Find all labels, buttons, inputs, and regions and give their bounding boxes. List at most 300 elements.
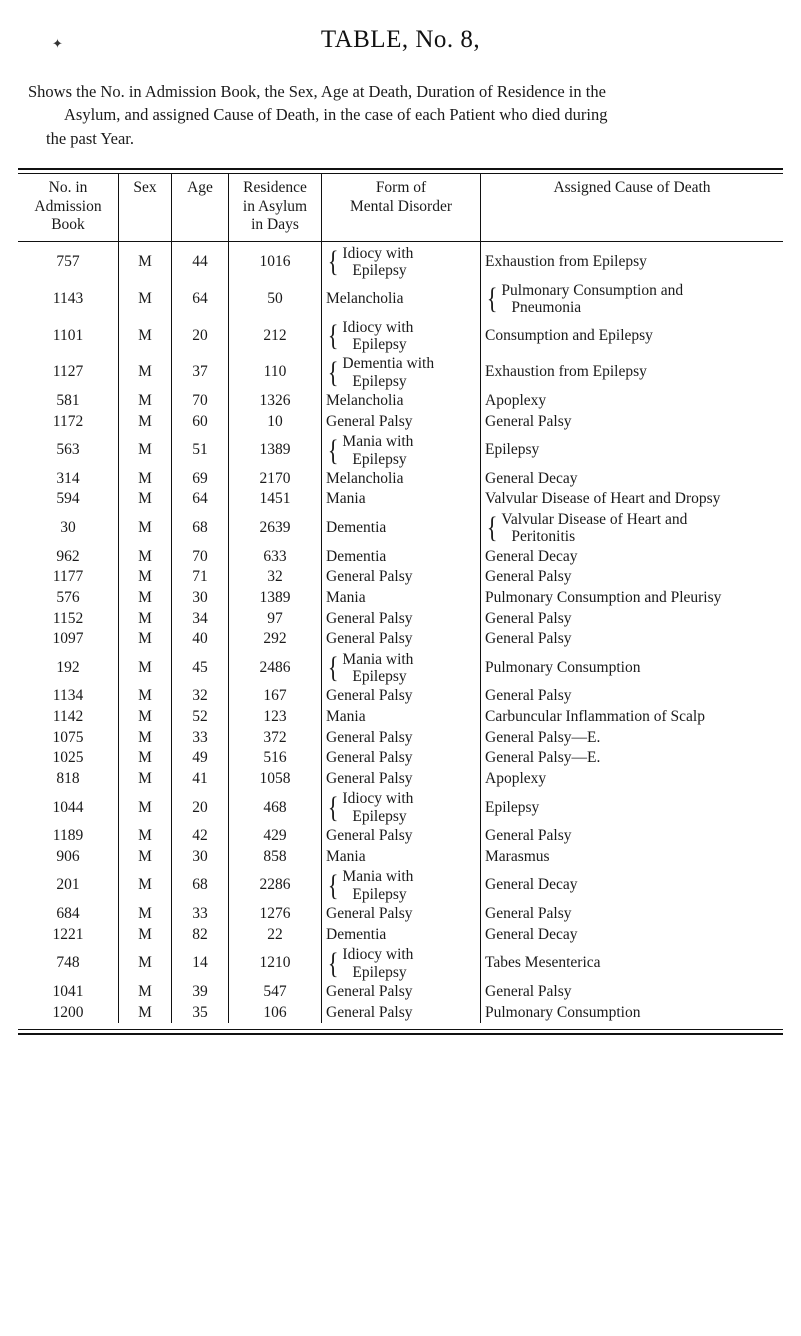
cell-assigned-cause-of-death-text: Exhaustion from Epilepsy bbox=[485, 363, 647, 381]
decorative-mark: ✦ bbox=[52, 36, 63, 51]
cell-assigned-cause-of-death bbox=[481, 686, 784, 707]
cell-form-of-mental-disorder bbox=[322, 945, 481, 982]
cell-sex: M bbox=[119, 826, 172, 847]
cell-form-of-mental-disorder bbox=[322, 244, 481, 281]
cell-form-of-mental-disorder bbox=[322, 1003, 481, 1024]
cell-age: 20 bbox=[172, 789, 229, 826]
cell-form-of-mental-disorder bbox=[322, 281, 481, 318]
cell-sex: M bbox=[119, 609, 172, 630]
cell-admission-number: 906 bbox=[18, 847, 119, 868]
intro-paragraph bbox=[28, 80, 773, 150]
curly-brace-icon: { bbox=[327, 318, 339, 352]
cell-residence-days: 2170 bbox=[229, 469, 322, 490]
cell-assigned-cause-of-death bbox=[481, 354, 784, 391]
cell-assigned-cause-of-death bbox=[481, 769, 784, 790]
cell-assigned-cause-of-death-text: General Palsy bbox=[485, 982, 572, 1000]
cell-form-of-mental-disorder bbox=[322, 982, 481, 1003]
cell-admission-number: 563 bbox=[18, 432, 119, 469]
intro-line-1: Shows the No. in Admission Book, the Sex, Age at Death, Duration of Residence in the bbox=[28, 82, 606, 101]
cell-residence-days: 123 bbox=[229, 707, 322, 728]
cell-admission-number: 684 bbox=[18, 904, 119, 925]
table-row bbox=[18, 686, 783, 707]
cell-form-of-mental-disorder bbox=[322, 867, 481, 904]
cell-residence-days: 516 bbox=[229, 748, 322, 769]
cell-form-of-mental-disorder-text: Mania bbox=[326, 708, 366, 726]
cell-form-of-mental-disorder-text: General Palsy bbox=[326, 749, 413, 767]
cell-admission-number: 1189 bbox=[18, 826, 119, 847]
cell-assigned-cause-of-death-text: Exhaustion from Epilepsy bbox=[485, 253, 647, 271]
cell-sex: M bbox=[119, 650, 172, 687]
cell-admission-number: 192 bbox=[18, 650, 119, 687]
cell-assigned-cause-of-death-text: General Decay bbox=[485, 876, 578, 894]
cell-sex: M bbox=[119, 945, 172, 982]
cell-form-of-mental-disorder bbox=[322, 588, 481, 609]
cell-age: 49 bbox=[172, 748, 229, 769]
cell-residence-days: 292 bbox=[229, 629, 322, 650]
cell-sex: M bbox=[119, 510, 172, 547]
cell-form-of-mental-disorder bbox=[322, 412, 481, 433]
cell-assigned-cause-of-death-text: General Palsy—E. bbox=[485, 749, 601, 767]
cell-residence-days: 429 bbox=[229, 826, 322, 847]
cell-form-of-mental-disorder bbox=[322, 686, 481, 707]
cell-form-of-mental-disorder-text: General Palsy bbox=[326, 609, 413, 627]
table-header-row bbox=[18, 174, 783, 241]
cell-assigned-cause-of-death-text: Pulmonary Consumption and Pleurisy bbox=[485, 588, 722, 606]
cell-sex: M bbox=[119, 629, 172, 650]
cell-assigned-cause-of-death bbox=[481, 847, 784, 868]
cell-assigned-cause-of-death-text: General Decay bbox=[485, 925, 578, 943]
cell-form-of-mental-disorder-line-1: Idiocy with bbox=[342, 245, 414, 263]
cell-assigned-cause-of-death-text: General Palsy—E. bbox=[485, 728, 601, 746]
curly-brace-icon: { bbox=[327, 790, 339, 824]
table-row bbox=[18, 609, 783, 630]
cell-form-of-mental-disorder bbox=[322, 318, 481, 355]
page-title-row bbox=[0, 26, 801, 54]
cell-admission-number: 748 bbox=[18, 945, 119, 982]
cell-assigned-cause-of-death bbox=[481, 629, 784, 650]
table-row bbox=[18, 789, 783, 826]
cell-sex: M bbox=[119, 1003, 172, 1024]
table-row bbox=[18, 567, 783, 588]
cell-residence-days: 106 bbox=[229, 1003, 322, 1024]
cell-age: 68 bbox=[172, 867, 229, 904]
document-page bbox=[0, 26, 801, 1336]
cell-residence-days: 1276 bbox=[229, 904, 322, 925]
cell-form-of-mental-disorder-line-1: Mania with bbox=[342, 868, 414, 886]
cell-sex: M bbox=[119, 318, 172, 355]
table-row bbox=[18, 281, 783, 318]
cell-assigned-cause-of-death bbox=[481, 904, 784, 925]
table-row bbox=[18, 867, 783, 904]
cell-form-of-mental-disorder-line-2: Epilepsy bbox=[352, 450, 407, 468]
table-row bbox=[18, 244, 783, 281]
cell-assigned-cause-of-death bbox=[481, 281, 784, 318]
cell-residence-days: 2286 bbox=[229, 867, 322, 904]
cell-assigned-cause-of-death-text: General Palsy bbox=[485, 687, 572, 705]
cell-assigned-cause-of-death bbox=[481, 391, 784, 412]
table-row bbox=[18, 489, 783, 510]
cell-assigned-cause-of-death-text: Carbuncular Inflammation of Scalp bbox=[485, 708, 705, 726]
cell-assigned-cause-of-death bbox=[481, 567, 784, 588]
cell-assigned-cause-of-death bbox=[481, 748, 784, 769]
cell-assigned-cause-of-death-text: Pulmonary Consumption bbox=[485, 658, 641, 676]
cell-admission-number: 1097 bbox=[18, 629, 119, 650]
cell-assigned-cause-of-death-text: General Palsy bbox=[485, 609, 572, 627]
table-row bbox=[18, 629, 783, 650]
cell-admission-number: 818 bbox=[18, 769, 119, 790]
table-row bbox=[18, 982, 783, 1003]
header-form-of-mental-disorder bbox=[322, 174, 481, 241]
cell-form-of-mental-disorder-text: General Palsy bbox=[326, 982, 413, 1000]
table-row bbox=[18, 904, 783, 925]
cell-form-of-mental-disorder bbox=[322, 629, 481, 650]
cell-form-of-mental-disorder-text: General Palsy bbox=[326, 827, 413, 845]
cell-form-of-mental-disorder bbox=[322, 391, 481, 412]
cell-sex: M bbox=[119, 391, 172, 412]
cell-age: 71 bbox=[172, 567, 229, 588]
cell-age: 45 bbox=[172, 650, 229, 687]
cell-residence-days: 1389 bbox=[229, 432, 322, 469]
cell-form-of-mental-disorder-line-1: Mania with bbox=[342, 433, 414, 451]
cell-assigned-cause-of-death bbox=[481, 867, 784, 904]
cell-assigned-cause-of-death bbox=[481, 728, 784, 749]
cell-age: 68 bbox=[172, 510, 229, 547]
cell-age: 41 bbox=[172, 769, 229, 790]
cell-sex: M bbox=[119, 867, 172, 904]
cell-sex: M bbox=[119, 412, 172, 433]
cell-admission-number: 1075 bbox=[18, 728, 119, 749]
cell-form-of-mental-disorder bbox=[322, 904, 481, 925]
cell-residence-days: 1058 bbox=[229, 769, 322, 790]
cell-age: 33 bbox=[172, 904, 229, 925]
table-row bbox=[18, 469, 783, 490]
cell-assigned-cause-of-death bbox=[481, 650, 784, 687]
cell-age: 64 bbox=[172, 281, 229, 318]
cell-form-of-mental-disorder bbox=[322, 510, 481, 547]
cell-form-of-mental-disorder-text: Melancholia bbox=[326, 391, 404, 409]
cell-residence-days: 110 bbox=[229, 354, 322, 391]
cell-admission-number: 1143 bbox=[18, 281, 119, 318]
cell-form-of-mental-disorder-line-2: Epilepsy bbox=[352, 372, 407, 390]
cell-form-of-mental-disorder-text: Dementia bbox=[326, 925, 387, 943]
cell-age: 70 bbox=[172, 547, 229, 568]
cell-form-of-mental-disorder-line-1: Idiocy with bbox=[342, 790, 414, 808]
cell-sex: M bbox=[119, 244, 172, 281]
header-no-line-3: Book bbox=[51, 215, 85, 233]
cell-assigned-cause-of-death-text: Tabes Mesenterica bbox=[485, 954, 601, 972]
cell-residence-days: 1210 bbox=[229, 945, 322, 982]
header-residence bbox=[229, 174, 322, 241]
cell-form-of-mental-disorder-line-2: Epilepsy bbox=[352, 807, 407, 825]
header-residence-line-3: in Days bbox=[251, 215, 299, 233]
cell-assigned-cause-of-death bbox=[481, 412, 784, 433]
cell-form-of-mental-disorder bbox=[322, 707, 481, 728]
table-head bbox=[18, 174, 783, 244]
cell-assigned-cause-of-death-text: General Palsy bbox=[485, 905, 572, 923]
cell-assigned-cause-of-death-line-2: Pneumonia bbox=[511, 299, 582, 317]
cell-residence-days: 468 bbox=[229, 789, 322, 826]
header-age: Age bbox=[172, 174, 229, 241]
cell-sex: M bbox=[119, 489, 172, 510]
cell-residence-days: 547 bbox=[229, 982, 322, 1003]
cell-assigned-cause-of-death-line-1: Pulmonary Consumption and bbox=[501, 281, 684, 299]
table-row bbox=[18, 728, 783, 749]
cell-form-of-mental-disorder-text: General Palsy bbox=[326, 630, 413, 648]
cell-admission-number: 201 bbox=[18, 867, 119, 904]
curly-brace-icon: { bbox=[327, 651, 339, 685]
cell-assigned-cause-of-death-text: General Palsy bbox=[485, 630, 572, 648]
table-row bbox=[18, 945, 783, 982]
cell-assigned-cause-of-death-text: Marasmus bbox=[485, 847, 550, 865]
cell-form-of-mental-disorder bbox=[322, 789, 481, 826]
cell-age: 64 bbox=[172, 489, 229, 510]
table-bottom-rule bbox=[18, 1029, 783, 1035]
cell-admission-number: 576 bbox=[18, 588, 119, 609]
cell-residence-days: 633 bbox=[229, 547, 322, 568]
cell-form-of-mental-disorder-line-1: Mania with bbox=[342, 650, 414, 668]
cell-assigned-cause-of-death bbox=[481, 244, 784, 281]
cell-assigned-cause-of-death bbox=[481, 510, 784, 547]
cell-admission-number: 1041 bbox=[18, 982, 119, 1003]
cell-residence-days: 50 bbox=[229, 281, 322, 318]
table-row bbox=[18, 391, 783, 412]
cell-form-of-mental-disorder bbox=[322, 469, 481, 490]
cell-form-of-mental-disorder-text: Melancholia bbox=[326, 469, 404, 487]
cell-form-of-mental-disorder bbox=[322, 847, 481, 868]
cell-form-of-mental-disorder-line-2: Epilepsy bbox=[352, 668, 407, 686]
cell-residence-days: 212 bbox=[229, 318, 322, 355]
cell-admission-number: 594 bbox=[18, 489, 119, 510]
cell-sex: M bbox=[119, 281, 172, 318]
cell-assigned-cause-of-death bbox=[481, 318, 784, 355]
cell-form-of-mental-disorder-line-2: Epilepsy bbox=[352, 335, 407, 353]
header-assigned-cause-of-death: Assigned Cause of Death bbox=[553, 179, 711, 197]
cell-assigned-cause-of-death bbox=[481, 432, 784, 469]
cell-assigned-cause-of-death-text: Apoplexy bbox=[485, 769, 547, 787]
cell-age: 33 bbox=[172, 728, 229, 749]
cell-residence-days: 1389 bbox=[229, 588, 322, 609]
deaths-table bbox=[18, 174, 783, 1023]
cell-form-of-mental-disorder bbox=[322, 925, 481, 946]
cell-assigned-cause-of-death-text: Epilepsy bbox=[485, 798, 540, 816]
cell-assigned-cause-of-death bbox=[481, 588, 784, 609]
cell-admission-number: 1221 bbox=[18, 925, 119, 946]
cell-form-of-mental-disorder-text: Mania bbox=[326, 847, 366, 865]
cell-residence-days: 2639 bbox=[229, 510, 322, 547]
curly-brace-icon: { bbox=[327, 868, 339, 902]
cell-admission-number: 1142 bbox=[18, 707, 119, 728]
cell-form-of-mental-disorder bbox=[322, 354, 481, 391]
header-no-line-2: Admission bbox=[34, 197, 102, 215]
cell-age: 20 bbox=[172, 318, 229, 355]
cell-age: 60 bbox=[172, 412, 229, 433]
cell-assigned-cause-of-death-text: General Decay bbox=[485, 469, 578, 487]
table-row bbox=[18, 650, 783, 687]
cell-residence-days: 2486 bbox=[229, 650, 322, 687]
cell-form-of-mental-disorder bbox=[322, 728, 481, 749]
intro-line-2: Asylum, and assigned Cause of Death, in the case of each Patient who died during bbox=[64, 105, 608, 125]
cell-assigned-cause-of-death bbox=[481, 1003, 784, 1024]
cell-residence-days: 22 bbox=[229, 925, 322, 946]
header-residence-line-1: Residence bbox=[243, 179, 307, 197]
cell-admission-number: 1172 bbox=[18, 412, 119, 433]
cell-sex: M bbox=[119, 567, 172, 588]
cell-form-of-mental-disorder-line-1: Dementia with bbox=[342, 355, 435, 373]
cell-age: 35 bbox=[172, 1003, 229, 1024]
table-row bbox=[18, 925, 783, 946]
cell-residence-days: 32 bbox=[229, 567, 322, 588]
cell-sex: M bbox=[119, 432, 172, 469]
cell-assigned-cause-of-death bbox=[481, 789, 784, 826]
cell-sex: M bbox=[119, 982, 172, 1003]
cell-admission-number: 581 bbox=[18, 391, 119, 412]
curly-brace-icon: { bbox=[327, 355, 339, 389]
header-no-line-1: No. in bbox=[48, 179, 88, 197]
cell-age: 14 bbox=[172, 945, 229, 982]
cell-sex: M bbox=[119, 686, 172, 707]
cell-form-of-mental-disorder bbox=[322, 547, 481, 568]
cell-admission-number: 1200 bbox=[18, 1003, 119, 1024]
header-residence-line-2: in Asylum bbox=[242, 197, 308, 215]
cell-age: 70 bbox=[172, 391, 229, 412]
cell-assigned-cause-of-death bbox=[481, 707, 784, 728]
table-row bbox=[18, 1003, 783, 1024]
cell-residence-days: 372 bbox=[229, 728, 322, 749]
table-row bbox=[18, 769, 783, 790]
cell-admission-number: 314 bbox=[18, 469, 119, 490]
header-form-line-1: Form of bbox=[375, 179, 427, 197]
cell-form-of-mental-disorder-text: Dementia bbox=[326, 519, 387, 537]
table-row bbox=[18, 412, 783, 433]
table-row bbox=[18, 547, 783, 568]
cell-form-of-mental-disorder-text: Melancholia bbox=[326, 289, 404, 307]
header-sex: Sex bbox=[119, 174, 172, 241]
cell-sex: M bbox=[119, 588, 172, 609]
cell-form-of-mental-disorder-text: General Palsy bbox=[326, 687, 413, 705]
cell-residence-days: 167 bbox=[229, 686, 322, 707]
cell-sex: M bbox=[119, 925, 172, 946]
cell-sex: M bbox=[119, 728, 172, 749]
cell-form-of-mental-disorder-line-2: Epilepsy bbox=[352, 963, 407, 981]
cell-sex: M bbox=[119, 748, 172, 769]
cell-form-of-mental-disorder-line-2: Epilepsy bbox=[352, 885, 407, 903]
cell-age: 30 bbox=[172, 588, 229, 609]
cell-residence-days: 97 bbox=[229, 609, 322, 630]
cell-admission-number: 1127 bbox=[18, 354, 119, 391]
cell-admission-number: 757 bbox=[18, 244, 119, 281]
cell-sex: M bbox=[119, 354, 172, 391]
cell-age: 82 bbox=[172, 925, 229, 946]
cell-form-of-mental-disorder-line-2: Epilepsy bbox=[352, 262, 407, 280]
cell-age: 69 bbox=[172, 469, 229, 490]
cell-assigned-cause-of-death-text: Apoplexy bbox=[485, 391, 547, 409]
cell-assigned-cause-of-death bbox=[481, 945, 784, 982]
cell-admission-number: 1177 bbox=[18, 567, 119, 588]
curly-brace-icon: { bbox=[327, 946, 339, 980]
table-row bbox=[18, 707, 783, 728]
cell-age: 39 bbox=[172, 982, 229, 1003]
cell-assigned-cause-of-death-text: Epilepsy bbox=[485, 441, 540, 459]
cell-assigned-cause-of-death-text: Pulmonary Consumption bbox=[485, 1003, 641, 1021]
cell-age: 42 bbox=[172, 826, 229, 847]
cell-admission-number: 30 bbox=[18, 510, 119, 547]
cell-form-of-mental-disorder bbox=[322, 567, 481, 588]
page-title: TABLE, No. 8, bbox=[320, 26, 481, 53]
curly-brace-icon: { bbox=[327, 245, 339, 279]
cell-form-of-mental-disorder bbox=[322, 650, 481, 687]
cell-assigned-cause-of-death-text: Consumption and Epilepsy bbox=[485, 326, 653, 344]
cell-sex: M bbox=[119, 469, 172, 490]
cell-assigned-cause-of-death-text: General Palsy bbox=[485, 412, 572, 430]
cell-assigned-cause-of-death bbox=[481, 826, 784, 847]
cell-assigned-cause-of-death bbox=[481, 609, 784, 630]
cell-assigned-cause-of-death-line-2: Peritonitis bbox=[511, 528, 576, 546]
cell-assigned-cause-of-death-text: General Palsy bbox=[485, 568, 572, 586]
table-row bbox=[18, 318, 783, 355]
curly-brace-icon: { bbox=[486, 282, 498, 316]
cell-form-of-mental-disorder bbox=[322, 826, 481, 847]
cell-sex: M bbox=[119, 769, 172, 790]
table-body bbox=[18, 244, 783, 1023]
cell-form-of-mental-disorder-text: Dementia bbox=[326, 547, 387, 565]
cell-form-of-mental-disorder-text: Mania bbox=[326, 588, 366, 606]
cell-sex: M bbox=[119, 847, 172, 868]
cell-age: 30 bbox=[172, 847, 229, 868]
cell-sex: M bbox=[119, 707, 172, 728]
cell-form-of-mental-disorder-text: General Palsy bbox=[326, 412, 413, 430]
cell-admission-number: 1152 bbox=[18, 609, 119, 630]
cell-age: 40 bbox=[172, 629, 229, 650]
table-row bbox=[18, 354, 783, 391]
cell-form-of-mental-disorder-text: General Palsy bbox=[326, 728, 413, 746]
header-form-line-2: Mental Disorder bbox=[349, 197, 452, 215]
cell-assigned-cause-of-death-text: Valvular Disease of Heart and Dropsy bbox=[485, 490, 721, 508]
cell-age: 52 bbox=[172, 707, 229, 728]
cell-assigned-cause-of-death-line-1: Valvular Disease of Heart and bbox=[501, 511, 688, 529]
cell-residence-days: 10 bbox=[229, 412, 322, 433]
cell-assigned-cause-of-death bbox=[481, 469, 784, 490]
cell-admission-number: 1101 bbox=[18, 318, 119, 355]
cell-age: 44 bbox=[172, 244, 229, 281]
table-row bbox=[18, 432, 783, 469]
cell-admission-number: 962 bbox=[18, 547, 119, 568]
cell-form-of-mental-disorder bbox=[322, 769, 481, 790]
cell-form-of-mental-disorder-line-1: Idiocy with bbox=[342, 318, 414, 336]
cell-age: 37 bbox=[172, 354, 229, 391]
cell-residence-days: 1451 bbox=[229, 489, 322, 510]
cell-admission-number: 1044 bbox=[18, 789, 119, 826]
intro-line-3: the past Year. bbox=[46, 128, 134, 148]
cell-sex: M bbox=[119, 789, 172, 826]
curly-brace-icon: { bbox=[486, 511, 498, 545]
cell-assigned-cause-of-death bbox=[481, 547, 784, 568]
cell-form-of-mental-disorder bbox=[322, 609, 481, 630]
cell-residence-days: 1326 bbox=[229, 391, 322, 412]
cell-form-of-mental-disorder-text: General Palsy bbox=[326, 568, 413, 586]
cell-age: 51 bbox=[172, 432, 229, 469]
cell-form-of-mental-disorder-text: General Palsy bbox=[326, 905, 413, 923]
cell-form-of-mental-disorder-line-1: Idiocy with bbox=[342, 946, 414, 964]
cell-assigned-cause-of-death-text: General Decay bbox=[485, 547, 578, 565]
cell-admission-number: 1134 bbox=[18, 686, 119, 707]
cell-sex: M bbox=[119, 904, 172, 925]
cell-assigned-cause-of-death-text: General Palsy bbox=[485, 827, 572, 845]
table-row bbox=[18, 748, 783, 769]
cell-form-of-mental-disorder bbox=[322, 748, 481, 769]
cell-admission-number: 1025 bbox=[18, 748, 119, 769]
cell-form-of-mental-disorder-text: General Palsy bbox=[326, 1003, 413, 1021]
table-row bbox=[18, 510, 783, 547]
